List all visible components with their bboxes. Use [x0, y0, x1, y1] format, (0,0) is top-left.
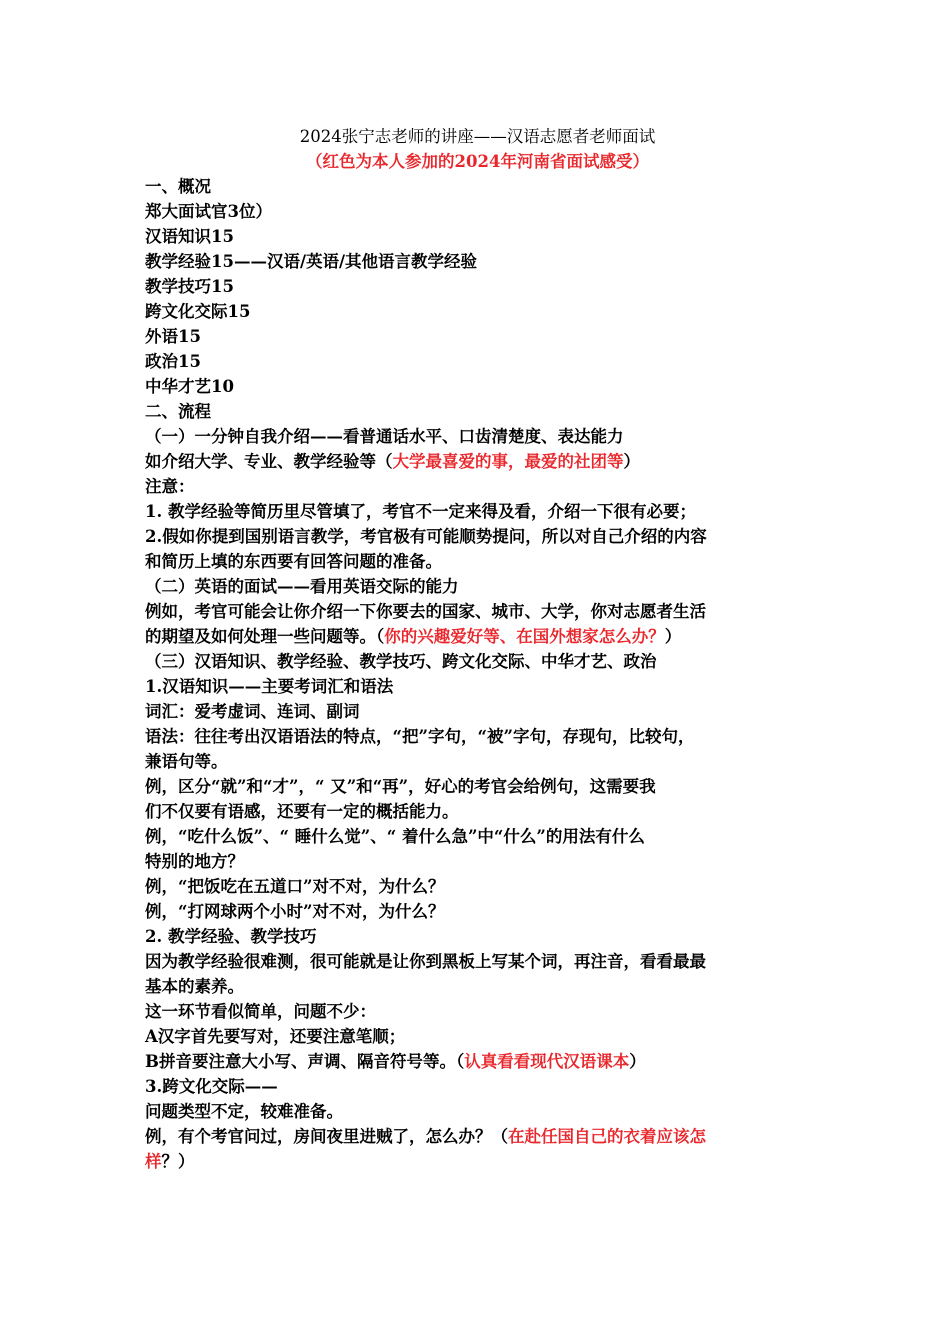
text-line: [145, 1149, 810, 1174]
subsection-heading: （三）汉语知识、教学经验、教学技巧、跨文化交际、中华才艺、政治: [145, 652, 657, 671]
score-item: 跨文化交际15: [145, 302, 251, 321]
text-line: 1.汉语知识——主要考词汇和语法: [145, 677, 394, 696]
text-segment: B拼音要注意大小写、声调、隔音符号等。（: [145, 1052, 465, 1071]
text-line: 1. 教学经验等简历里尽管填了，考官不一定来得及看，介绍一下很有必要；: [145, 502, 696, 521]
section-heading-process: 二、流程: [145, 402, 211, 421]
text-segment: 的期望及如何处理一些问题等。（: [145, 627, 385, 646]
text-segment: 例，有个考官问过，房间夜里进贼了，怎么办？（: [145, 1127, 508, 1146]
score-item: 教学经验15——汉语/英语/其他语言教学经验: [145, 252, 478, 271]
score-item: 政治15: [145, 352, 201, 371]
text-line: 例，“打网球两个小时”对不对，为什么？: [145, 902, 445, 921]
subtitle-open: （: [306, 152, 323, 171]
text-line: [145, 1124, 810, 1149]
text-line: A汉字首先要写对，还要注意笔顺；: [145, 1027, 406, 1046]
text-line: [145, 1049, 810, 1074]
text-line: 例，区分“就”和“才”，“ 又”和“再”，好心的考官会给例句，这需要我: [145, 777, 656, 796]
text-segment: 如介绍大学、专业、教学经验等（: [145, 452, 393, 471]
section-heading-overview: 一、概况: [145, 177, 211, 196]
text-line: 兼语句等。: [145, 752, 228, 771]
text-line: 郑大面试官3位）: [145, 202, 272, 221]
text-line: 基本的素养。: [145, 977, 244, 996]
highlight-note: 在赴任国自己的衣着应该怎: [508, 1127, 706, 1146]
document-title: 2024张宁志老师的讲座——汉语志愿者老师面试: [299, 127, 656, 146]
highlight-note: 认真看看现代汉语课本: [464, 1052, 630, 1071]
text-segment: ）: [623, 452, 640, 471]
text-line: 语法：往往考出汉语语法的特点，“把”字句，“被”字句，存现句，比较句，: [145, 727, 695, 746]
text-segment: ）: [629, 1052, 646, 1071]
score-item: 汉语知识15: [145, 227, 234, 246]
text-line: 2. 教学经验、教学技巧: [145, 927, 317, 946]
text-line: 这一环节看似简单，问题不少：: [145, 1002, 376, 1021]
text-line: 例，“把饭吃在五道口”对不对，为什么？: [145, 877, 445, 896]
document-page: [145, 124, 810, 1174]
highlight-note: 你的兴趣爱好等、在国外想家怎么办？: [384, 627, 665, 646]
text-line: 因为教学经验很难测，很可能就是让你到黑板上写某个词，再注音，看看最最: [145, 952, 706, 971]
score-item: 中华才艺10: [145, 377, 234, 396]
text-line: 例，“吃什么饭”、“ 睡什么觉”、“ 着什么急”中“什么”的用法有什么: [145, 827, 645, 846]
score-item: 教学技巧15: [145, 277, 234, 296]
text-line: 特别的地方？: [145, 852, 244, 871]
text-line: 2.假如你提到国别语言教学，考官极有可能顺势提问，所以对自己介绍的内容: [145, 527, 707, 546]
text-line: 和简历上填的东西要有回答问题的准备。: [145, 552, 442, 571]
text-line: [145, 624, 810, 649]
text-segment: ？）: [161, 1152, 195, 1171]
text-line: [145, 449, 810, 474]
text-line: 注意：: [145, 477, 195, 496]
text-line: 问题类型不定，较难准备。: [145, 1102, 343, 1121]
text-line: 3.跨文化交际——: [145, 1077, 278, 1096]
text-segment: ）: [664, 627, 682, 646]
highlight-note: 样: [145, 1152, 162, 1171]
score-item: 外语15: [145, 327, 201, 346]
text-line: 们不仅要有语感，还要有一定的概括能力。: [145, 802, 459, 821]
subtitle-note: 红色为本人参加的2024年河南省面试感受: [322, 152, 633, 171]
text-line: 词汇：爱考虚词、连词、副词: [145, 702, 360, 721]
text-line: 例如，考官可能会让你介绍一下你要去的国家、城市、大学，你对志愿者生活: [145, 602, 706, 621]
document-subtitle: [145, 149, 810, 174]
highlight-note: 大学最喜爱的事，最爱的社团等: [392, 452, 624, 471]
subtitle-close: ）: [632, 152, 649, 171]
subsection-heading: （一）一分钟自我介绍——看普通话水平、口齿清楚度、表达能力: [145, 427, 624, 446]
subsection-heading: （二）英语的面试——看用英语交际的能力: [145, 577, 459, 596]
